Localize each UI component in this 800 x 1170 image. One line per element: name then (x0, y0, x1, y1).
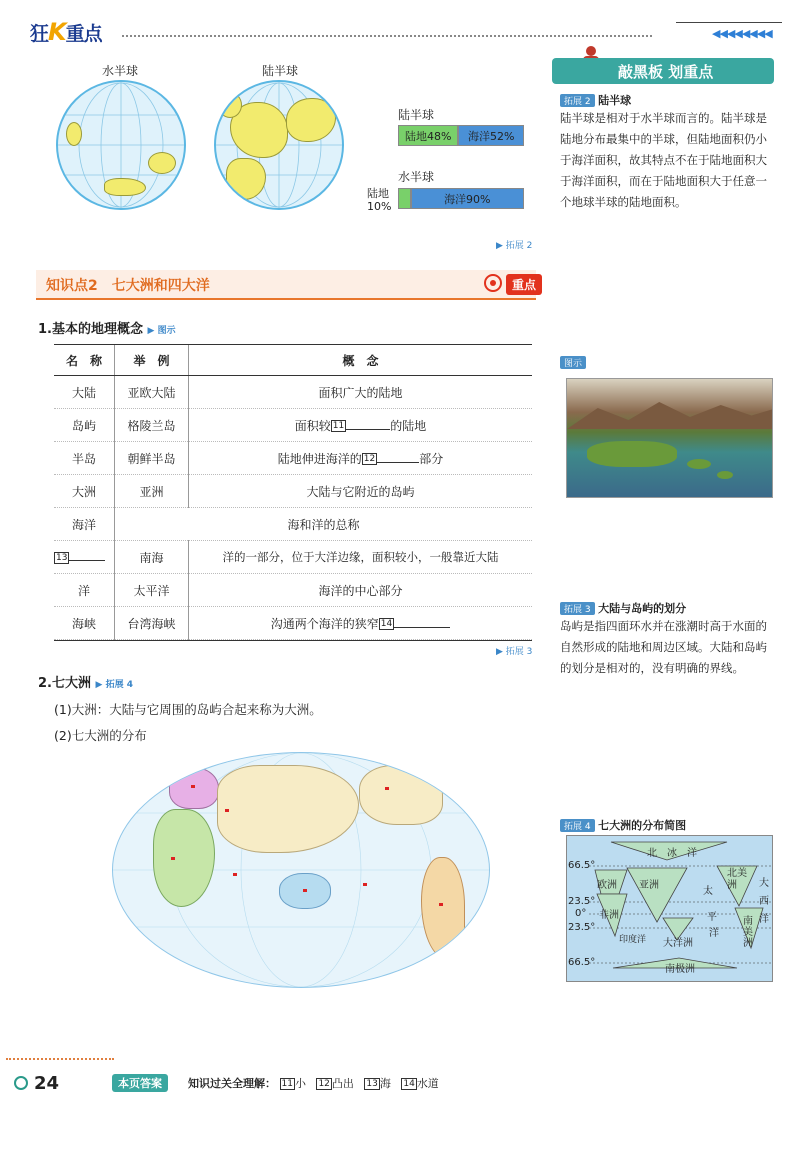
lat-66-5s: 66.5° (568, 957, 596, 968)
ocean-segment: 海洋90% (411, 188, 524, 209)
water-land-label: 陆地10% (367, 187, 392, 213)
water-hemisphere-globe (56, 80, 186, 210)
extension-link-2[interactable]: ▶ 拓展 2 (496, 241, 533, 251)
arctic-ocean-label: 北冰洋 (647, 848, 707, 859)
world-continents-map (112, 752, 490, 988)
blank-number: 13 (56, 552, 68, 563)
table-header: 举 例 (115, 345, 189, 376)
island-shape (687, 459, 711, 469)
subsection-1-label: 1.基本的地理概念 (38, 322, 143, 337)
table-row (54, 541, 532, 574)
label-marker (171, 857, 175, 860)
subsection-2-label: 2.七大洲 (38, 676, 91, 691)
lat-66-5n: 66.5° (568, 860, 596, 871)
mountain-shape (567, 399, 772, 429)
label-marker (363, 883, 367, 886)
answer-blank[interactable] (394, 627, 450, 628)
brand-suffix: 重点 (65, 23, 102, 45)
atlantic-label-1: 大 (759, 878, 769, 889)
concept-cell (189, 409, 533, 442)
concept-text: 陆地伸进海洋的 (277, 451, 362, 466)
answer-number: 11 (281, 1079, 293, 1089)
table-row (54, 607, 532, 640)
example-cell: 太平洋 (115, 574, 189, 607)
ext4-heading (560, 817, 686, 833)
concept-text: 的陆地 (390, 418, 427, 433)
australia-shape (148, 152, 176, 174)
ocean-segment: 海洋52% (458, 125, 524, 146)
south-america-shape (66, 122, 82, 146)
south-america-label: 南美洲 (743, 916, 753, 949)
concept-cell: 大陆与它附近的岛屿 (189, 475, 533, 508)
antarctica-shape (104, 178, 146, 196)
lat-23-5n: 23.5° (568, 896, 596, 907)
table-row (54, 475, 532, 508)
blank-number: 12 (363, 454, 376, 464)
asia-label: 亚洲 (639, 880, 659, 891)
table-row (54, 442, 532, 475)
land-segment (398, 188, 411, 209)
label-marker (233, 873, 237, 876)
ext4-title: 七大洲的分布简图 (598, 819, 687, 832)
water-hemisphere-bar (398, 188, 524, 209)
lat-equator: 0° (575, 908, 587, 919)
example-cell: 台湾海峡 (115, 607, 189, 640)
section-title: 知识点2 七大洲和四大洋 (46, 278, 210, 294)
answer-value: 小 (294, 1077, 306, 1090)
seven-continents-sketch-map (566, 835, 773, 982)
oceania-label: 大洋洲 (663, 938, 693, 949)
footer-dotted-rule (6, 1058, 114, 1060)
figure-heading (560, 356, 586, 369)
north-america-shape (218, 92, 242, 118)
page-icon (14, 1076, 28, 1090)
header-rule (676, 22, 782, 23)
atlantic-label-2: 西 (759, 896, 769, 907)
figure-link[interactable]: ▶ 图示 (147, 326, 176, 336)
label-marker (225, 809, 229, 812)
water-hemisphere-legend-title: 水半球 (398, 170, 435, 184)
table-header-row (54, 345, 532, 376)
water-hemisphere-title: 水半球 (102, 64, 139, 78)
label-marker (303, 889, 307, 892)
target-icon (484, 274, 502, 292)
answer-number: 14 (403, 1079, 415, 1089)
example-cell: 格陵兰岛 (115, 409, 189, 442)
example-cell: 南海 (115, 541, 189, 574)
answer-badge: 本页答案 (112, 1074, 168, 1092)
answer-value: 海 (379, 1077, 391, 1090)
extension-link-4[interactable]: ▶ 拓展 4 (95, 680, 133, 690)
answer-number: 12 (318, 1079, 330, 1089)
europe-shape (169, 767, 219, 809)
north-america-label: 北美洲 (727, 868, 747, 891)
island-shape (717, 471, 733, 479)
brand-logo (30, 18, 102, 46)
page-number: 24 (34, 1073, 60, 1094)
brand-prefix: 狂 (30, 23, 49, 45)
answer-label: 知识过关全理解： (188, 1077, 276, 1090)
item-1-text: (1)大洲：大陆与它周围的岛屿合起来称为大洲。 (54, 702, 322, 717)
peninsula-shape (587, 441, 677, 467)
land-hemisphere-globe (214, 80, 344, 210)
concept-text: 部分 (419, 451, 444, 466)
answer-value: 水道 (416, 1077, 439, 1090)
land-hemisphere-bar (398, 125, 524, 146)
table-header: 名 称 (54, 345, 115, 376)
blank-number: 11 (332, 421, 345, 431)
lat-23-5s: 23.5° (568, 922, 596, 933)
answer-blank[interactable] (69, 560, 105, 561)
concept-text: 面积较 (294, 418, 331, 433)
blank-number: 14 (380, 619, 393, 629)
extension-link-3[interactable]: ▶ 拓展 3 (496, 647, 533, 657)
concept-cell: 面积广大的陆地 (189, 376, 533, 409)
africa-label: 非洲 (599, 910, 619, 921)
table-row (54, 574, 532, 607)
pacific-label-3: 洋 (709, 928, 719, 939)
answer-blank[interactable] (377, 462, 419, 463)
north-america-shape (359, 765, 443, 825)
ext2-badge: 拓展 2 (560, 94, 595, 107)
atlantic-label-3: 洋 (759, 914, 769, 925)
answer-line (188, 1075, 439, 1091)
key-point-badge: 重点 (506, 274, 542, 295)
name-cell (54, 541, 115, 574)
indian-ocean-label: 印度洋 (619, 935, 647, 945)
concept-cell: 洋的一部分，位于大洋边缘，面积较小，一般靠近大陆 (189, 541, 533, 574)
label-marker (385, 787, 389, 790)
pacific-label-1: 太 (703, 886, 713, 897)
concept-cell (189, 442, 533, 475)
name-cell: 大洲 (54, 475, 115, 508)
example-cell: 朝鲜半岛 (115, 442, 189, 475)
item-2-text: (2)七大洲的分布 (54, 728, 147, 743)
name-cell: 海峡 (54, 607, 115, 640)
name-cell: 海洋 (54, 508, 115, 541)
ext2-text: 陆半球是相对于水半球而言的。陆半球是陆地分布最集中的半球，但陆地面积仍小于海洋面积，故其特点不在于陆地面积大于海洋面积，而在于陆地面积大于任意一个地球半球的陆地面积。 (560, 111, 767, 209)
example-cell: 亚欧大陆 (115, 376, 189, 409)
name-cell: 岛屿 (54, 409, 115, 442)
table-row (54, 508, 532, 541)
concept-text: 沟通两个海洋的狭窄 (270, 616, 379, 631)
concept-table-wrapper (54, 344, 532, 641)
table-row (54, 409, 532, 442)
landforms-illustration (566, 378, 773, 498)
ext3-title: 大陆与岛屿的划分 (598, 602, 687, 615)
ext3-text: 岛屿是指四面环水并在涨潮时高于水面的自然形成的陆地和周边区域。大陆和岛屿的划分是相对的，没有明确的界线。 (560, 619, 767, 675)
concept-cell (189, 607, 533, 640)
concept-table (54, 345, 532, 640)
header-dotted-rule (122, 35, 652, 37)
name-cell: 半岛 (54, 442, 115, 475)
europe-label: 欧洲 (597, 880, 617, 891)
answer-value: 凸出 (331, 1077, 354, 1090)
subsection-2-title (38, 672, 133, 691)
label-marker (191, 785, 195, 788)
antarctica-label: 南极洲 (665, 964, 695, 975)
name-cell: 洋 (54, 574, 115, 607)
subsection-1-title (38, 318, 176, 337)
ext3-heading (560, 600, 686, 616)
ext2-title: 陆半球 (598, 94, 632, 107)
panel-header: 敲黑板 划重点 (552, 58, 774, 84)
table-header: 概 念 (189, 345, 533, 376)
example-cell: 亚洲 (115, 475, 189, 508)
header-arrows-icon: ◀◀◀◀◀◀◀◀ (712, 27, 772, 40)
figure-badge: 图示 (560, 356, 586, 369)
pacific-label-2: 平 (707, 912, 717, 923)
ext2-heading (560, 92, 631, 108)
name-cell: 大陆 (54, 376, 115, 409)
land-hemisphere-title: 陆半球 (262, 64, 299, 78)
answer-blank[interactable] (346, 429, 390, 430)
brand-k: K (48, 18, 66, 46)
label-marker (439, 903, 443, 906)
ext3-badge: 拓展 3 (560, 602, 595, 615)
ext4-badge: 拓展 4 (560, 819, 595, 832)
land-hemisphere-legend-title: 陆半球 (398, 108, 435, 122)
land-segment: 陆地48% (398, 125, 458, 146)
concept-cell: 海和洋的总称 (115, 508, 533, 541)
answer-number: 13 (366, 1079, 378, 1089)
table-row (54, 376, 532, 409)
concept-cell: 海洋的中心部分 (189, 574, 533, 607)
